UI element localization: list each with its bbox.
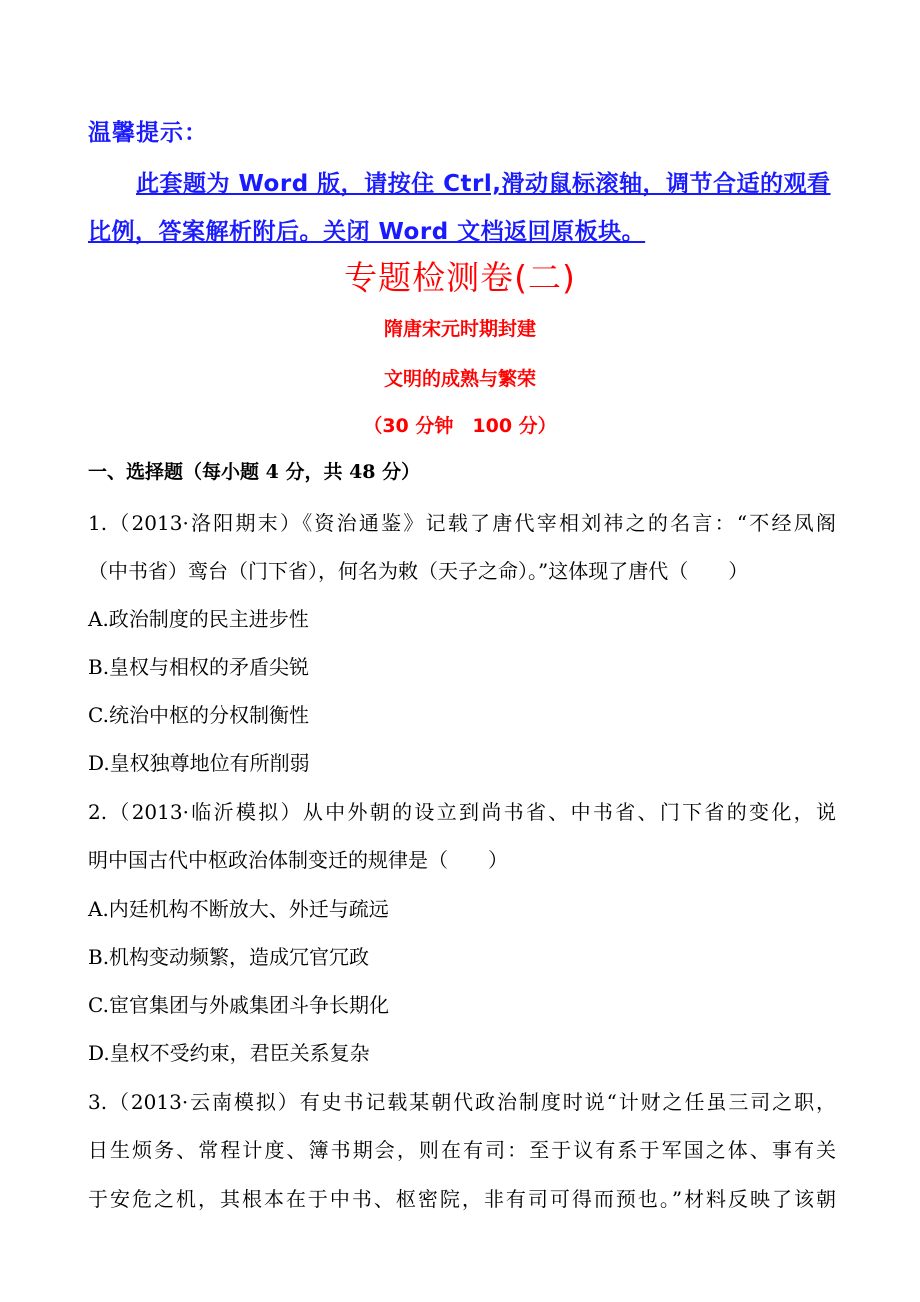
subtitle-line-2: 文明的成熟与繁荣	[383, 368, 536, 390]
question-1-option-a: A.政治制度的民主进步性	[88, 607, 309, 631]
question-2-option-b: B.机构变动频繁，造成冗官冗政	[88, 945, 370, 969]
question-2-option-d: D.皇权不受约束，君臣关系复杂	[88, 1041, 370, 1065]
section-title: 一、选择题（每小题 4 分，共 48 分）	[88, 461, 421, 483]
question-1-line-2: （中书省）鸾台（门下省），何名为敕（天子之命）。”这体现了唐代（ ）	[88, 559, 749, 583]
subtitle-line-1: 隋唐宋元时期封建	[383, 318, 536, 340]
question-1-option-b: B.皇权与相权的矛盾尖锐	[88, 655, 310, 679]
question-1-option-c: C.统治中枢的分权制衡性	[88, 703, 309, 727]
tip-body-text: 此套题为 Word 版，请按住 Ctrl,滑动鼠标滚轴，调节合适的观看比例，答案解析附后。关闭 Word 文档返回原板块。	[88, 171, 831, 245]
question-2-option-c: C.宦官集团与外戚集团斗争长期化	[88, 993, 389, 1017]
question-3-line-3: 于安危之机，其根本在于中书、枢密院，非有司可得而预也。”材料反映了该朝	[88, 1187, 836, 1211]
question-2-option-a: A.内廷机构不断放大、外迁与疏远	[88, 897, 389, 921]
tip-body	[88, 160, 840, 256]
question-1-line-1: 1.（2013·洛阳期末）《资治通鉴》记载了唐代宰相刘祎之的名言：“不经凤阁	[88, 511, 836, 535]
question-3-line-1: 3.（2013·云南模拟）有史书记载某朝代政治制度时说“计财之任虽三司之职，	[88, 1090, 836, 1114]
question-2-line-2: 明中国古代中枢政治体制变迁的规律是（ ）	[88, 848, 508, 872]
question-1-option-d: D.皇权独尊地位有所削弱	[88, 751, 310, 775]
time-score: （30 分钟 100 分）	[363, 415, 557, 437]
question-2-line-1: 2.（2013·临沂模拟）从中外朝的设立到尚书省、中书省、门下省的变化，说	[88, 800, 836, 824]
question-3-line-2: 日生烦务、常程计度、簿书期会，则在有司：至于议有系于军国之体、事有关	[88, 1138, 836, 1162]
document-title: 专题检测卷(二)	[344, 258, 576, 297]
tip-title: 温馨提示：	[88, 120, 208, 146]
